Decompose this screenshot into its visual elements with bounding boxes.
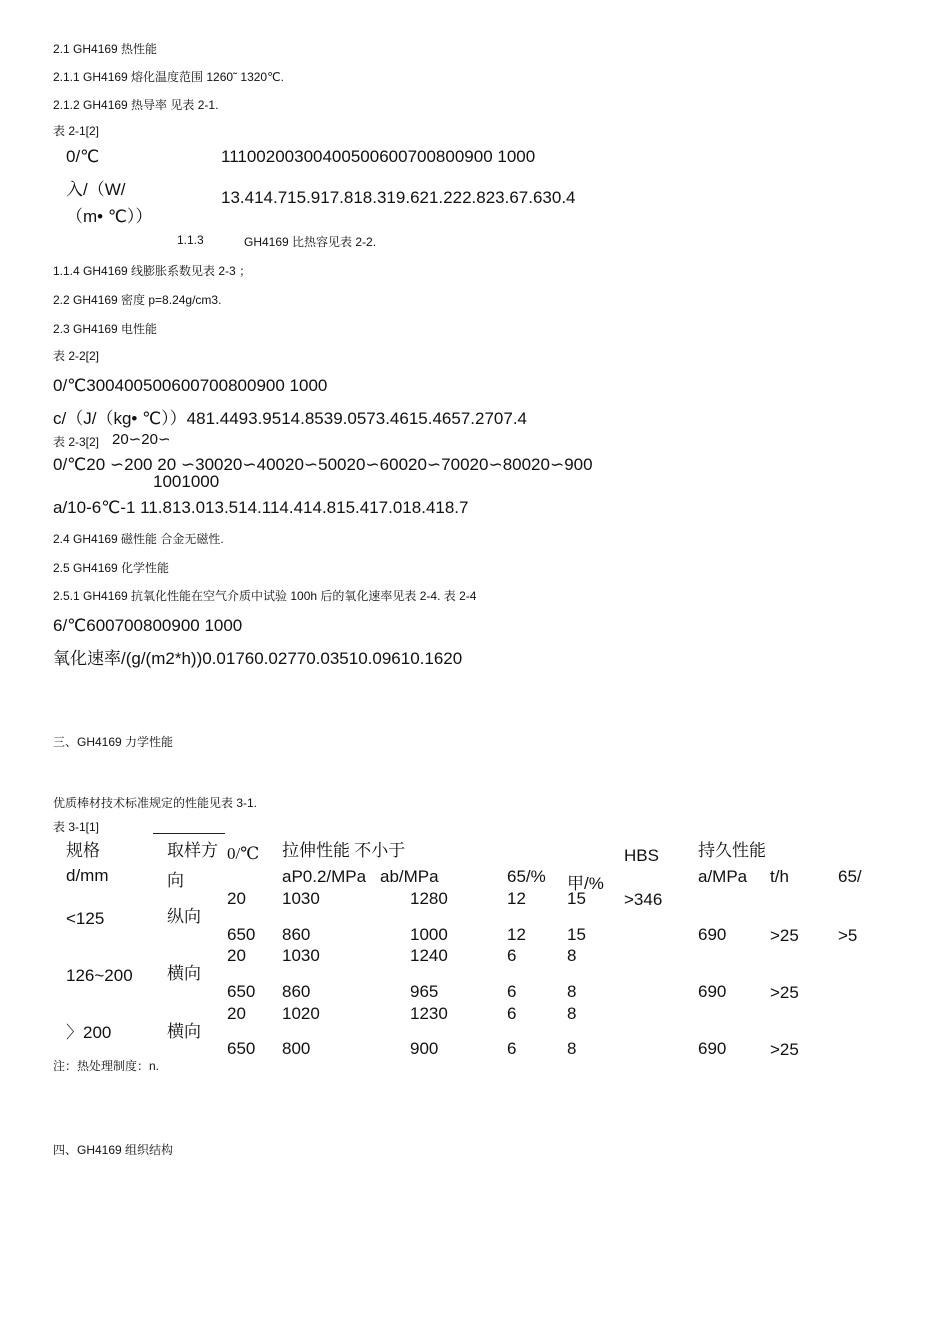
- g1-r1-ultimate: 1280: [410, 889, 448, 908]
- para-2-1-2: 2.1.2 GH4169 热导率 见表 2-1.: [53, 98, 219, 112]
- table-2-4-row2-values: /(g/(m2*h))0.01760.02770.03510.09610.1620: [121, 649, 463, 668]
- table-2-1-caption: 表 2-1[2]: [53, 124, 100, 138]
- col-header-tensile: 拉伸性能 不小于: [282, 841, 406, 860]
- g3-r1-ultimate: 1230: [410, 1004, 448, 1023]
- table-3-1-top-rule: [153, 833, 225, 834]
- para-2-4: 2.4 GH4169 磁性能 合金无磁性.: [53, 532, 224, 546]
- g1-r1-area: 15: [567, 889, 586, 908]
- table-2-1-row1-label: 0/℃: [66, 147, 100, 166]
- heading-4: 四、GH4169 组织结构: [53, 1143, 174, 1157]
- group-2-direction: 横向: [167, 964, 201, 983]
- col-header-temperature: 0/℃: [227, 844, 260, 863]
- para-1-1-3-number: 1.1.3: [177, 233, 204, 247]
- col-header-ultimate: ab/MPa: [380, 867, 439, 886]
- g1-r2-area: 15: [567, 925, 586, 944]
- table-3-1-note: 注：热处理制度：n.: [53, 1059, 160, 1073]
- g1-r2-time: >25: [770, 926, 799, 945]
- col-header-direction-2: 向: [167, 871, 184, 890]
- g2-r2-yield: 860: [282, 982, 311, 1001]
- g2-r2-area: 8: [567, 982, 577, 1001]
- table-2-3-row2: a/10-6℃-1 11.813.013.514.114.414.815.417.018.418.7: [53, 498, 469, 517]
- col-header-stress-rupture: 持久性能: [698, 841, 766, 860]
- g1-r2-yield: 860: [282, 925, 311, 944]
- table-2-1-row2-label-b: （m• ℃））: [66, 207, 153, 226]
- g3-r2-stress: 690: [698, 1039, 727, 1058]
- g1-r2-temp: 650: [227, 925, 256, 944]
- heading-3: 三、GH4169 力学性能: [53, 735, 174, 749]
- col-header-elongation-2: 65/: [838, 867, 862, 886]
- g1-r1-hbs: >346: [624, 890, 663, 909]
- group-1-direction: 纵向: [167, 907, 201, 926]
- para-2-5-1: 2.5.1 GH4169 抗氧化性能在空气介质中试验 100h 后的氧化速率见表 2-4. 表 2-4: [53, 589, 477, 603]
- group-3-direction: 横向: [167, 1022, 201, 1041]
- g1-r2-elongation-2: >5: [838, 926, 858, 945]
- heading-2-1: 2.1 GH4169 热性能: [53, 42, 158, 56]
- g2-r1-temp: 20: [227, 946, 246, 965]
- heading-2-3: 2.3 GH4169 电性能: [53, 322, 158, 336]
- col-header-hbs: HBS: [624, 846, 659, 865]
- heading-2-5: 2.5 GH4169 化学性能: [53, 561, 170, 575]
- g2-r2-elongation: 6: [507, 982, 517, 1001]
- col-header-spec-unit: d/mm: [66, 866, 109, 885]
- g2-r1-ultimate: 1240: [410, 946, 448, 965]
- col-header-yield: aP0.2/MPa: [282, 867, 367, 886]
- table-2-2-caption: 表 2-2[2]: [53, 349, 100, 363]
- g3-r1-area: 8: [567, 1004, 577, 1023]
- table-2-4-row2-label: 氧化速率: [53, 649, 121, 668]
- g2-r2-temp: 650: [227, 982, 256, 1001]
- col-header-direction: 取样方: [167, 841, 218, 860]
- group-2-spec: 126~200: [66, 966, 133, 985]
- table-2-1-row2-values: 13.414.715.917.818.319.621.222.823.67.630.4: [221, 188, 576, 207]
- col-header-area-reduction: 甲/%: [567, 874, 604, 893]
- g1-r1-elongation: 12: [507, 889, 526, 908]
- table-2-3-caption: 表 2-3[2]: [53, 435, 100, 449]
- table-2-1-row1-values: 11100200300400500600700800900 1000: [221, 147, 536, 166]
- table-2-3-row1-continued: 1001000: [153, 472, 220, 491]
- para-2-1-1: 2.1.1 GH4169 熔化温度范围 1260˜ 1320℃.: [53, 70, 284, 84]
- g2-r2-ultimate: 965: [410, 982, 439, 1001]
- g1-r2-ultimate: 1000: [410, 925, 448, 944]
- g3-r2-yield: 800: [282, 1039, 311, 1058]
- g2-r2-stress: 690: [698, 982, 727, 1001]
- g2-r1-area: 8: [567, 946, 577, 965]
- table-2-3-caption-tail: 20∽20∽: [112, 431, 171, 448]
- g2-r1-yield: 1030: [282, 946, 320, 965]
- g2-r2-time: >25: [770, 983, 799, 1002]
- g3-r2-time: >25: [770, 1040, 799, 1059]
- para-3-intro: 优质棒材技术标准规定的性能见表 3-1.: [53, 796, 258, 810]
- table-2-1-row2-label-a: 入/（W/: [66, 180, 126, 199]
- table-2-2-row1: 0/℃300400500600700800900 1000: [53, 376, 328, 395]
- group-3-spec: 〉200: [66, 1023, 112, 1042]
- g1-r1-temp: 20: [227, 889, 246, 908]
- para-2-2: 2.2 GH4169 密度 p=8.24g/cm3.: [53, 293, 222, 307]
- table-2-3-row1: 0/℃20 ∽200 20 ∽30020∽40020∽50020∽60020∽70020∽80020∽900: [53, 455, 593, 474]
- g1-r2-elongation: 12: [507, 925, 526, 944]
- table-2-2-row2: c/（J/（kg• ℃））481.4493.9514.8539.0573.4615.4657.2707.4: [53, 409, 527, 428]
- col-header-spec: 规格: [66, 841, 100, 860]
- table-2-4-row2: [53, 644, 462, 669]
- para-1-1-3-text: GH4169 比热容见表 2-2.: [244, 235, 377, 249]
- g3-r2-area: 8: [567, 1039, 577, 1058]
- g2-r1-elongation: 6: [507, 946, 517, 965]
- g3-r2-temp: 650: [227, 1039, 256, 1058]
- g1-r1-yield: 1030: [282, 889, 320, 908]
- col-header-stress: a/MPa: [698, 867, 748, 886]
- g3-r1-elongation: 6: [507, 1004, 517, 1023]
- g3-r1-temp: 20: [227, 1004, 246, 1023]
- g3-r2-ultimate: 900: [410, 1039, 439, 1058]
- g3-r2-elongation: 6: [507, 1039, 517, 1058]
- group-1-spec: <125: [66, 909, 105, 928]
- table-3-1-caption: 表 3-1[1]: [53, 820, 100, 834]
- col-header-time: t/h: [770, 867, 789, 886]
- col-header-elongation: 65/%: [507, 867, 546, 886]
- g1-r2-stress: 690: [698, 925, 727, 944]
- g3-r1-yield: 1020: [282, 1004, 320, 1023]
- table-2-4-row1: 6/℃600700800900 1000: [53, 616, 243, 635]
- para-1-1-4: 1.1.4 GH4169 线膨胀系数见表 2-3 ；: [53, 264, 252, 278]
